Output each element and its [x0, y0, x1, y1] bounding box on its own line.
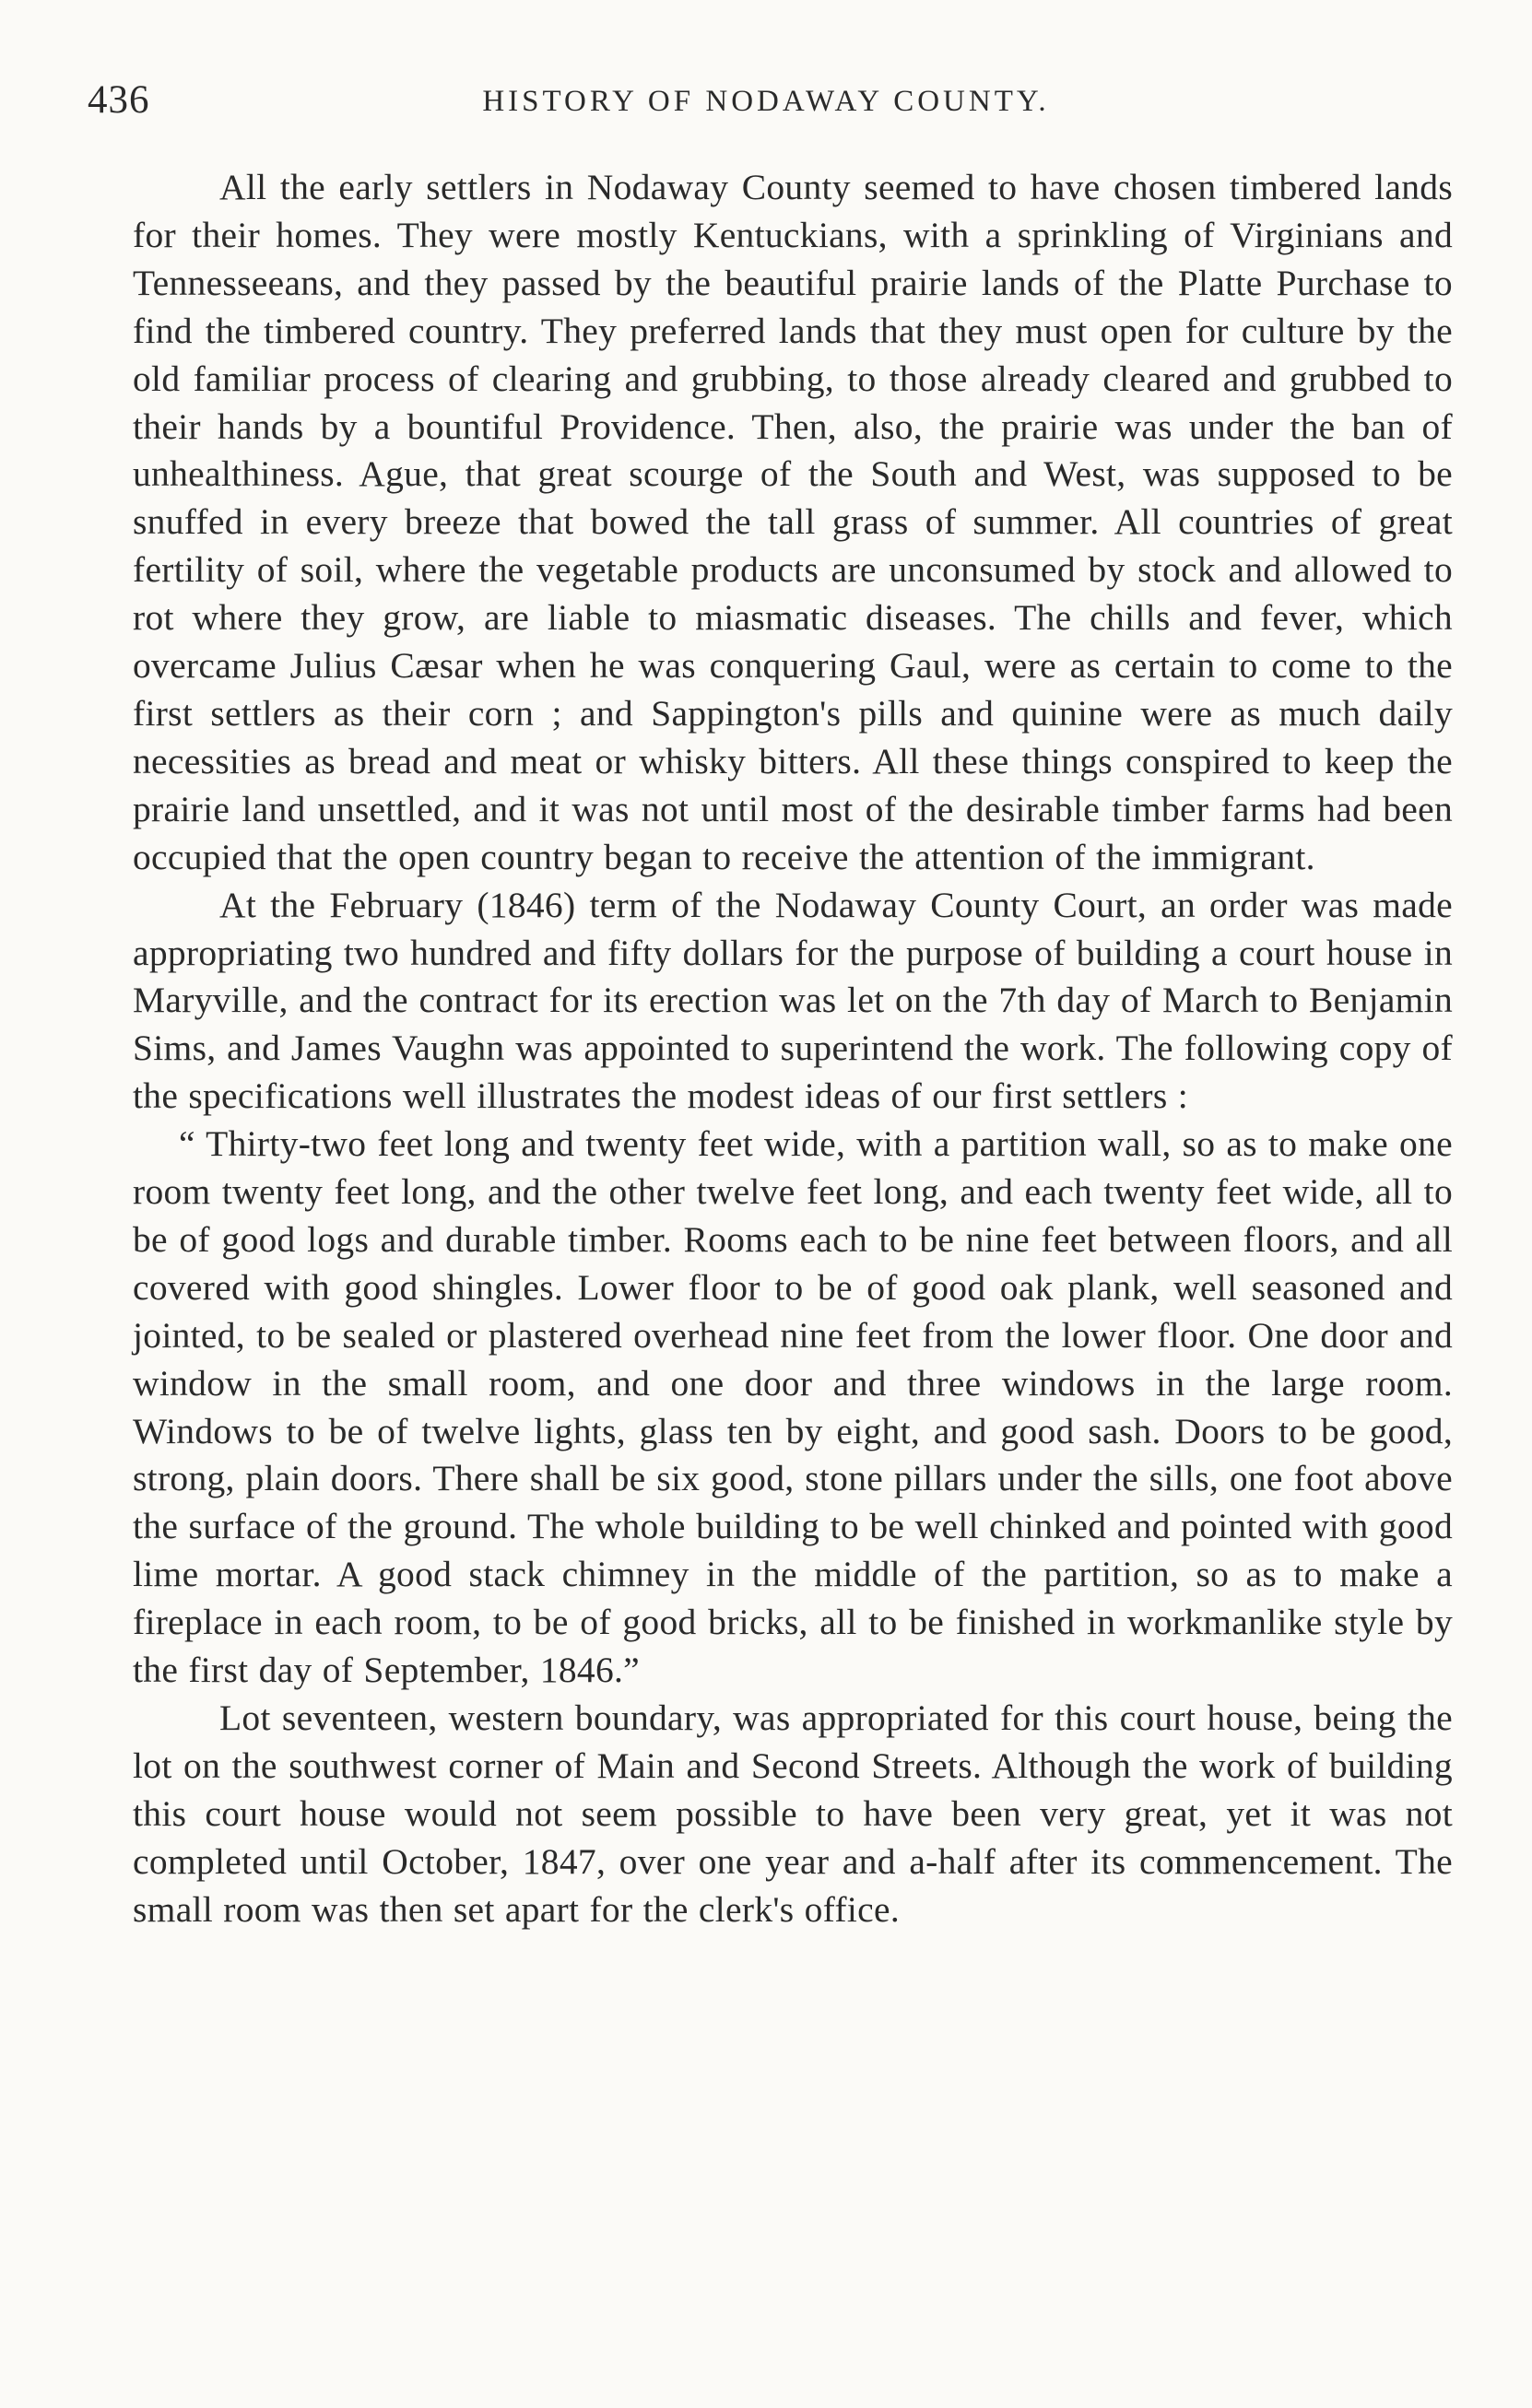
paragraph-court-order: At the February (1846) term of the Nodaway County Court, an order was made appropriating two hundred and fifty dollars for the purpose of building a court house in Maryville, and the contract for its erection was let on the 7th day of March to Benjamin Sims, and James Vaughn was appointed to superintend the work. The following copy of the specifications well illustrates the modest ideas of our first settlers :	[133, 884, 1453, 1117]
paragraph-specifications-quote: “ Thirty-two feet long and twenty feet wide, with a partition wall, so as to make one room twenty feet long, and the other twelve feet long, and each twenty feet wide, all to be of good logs and durable timber. Rooms each to be nine feet between floors, and all covered with good shingles. Lower floor to be of good oak plank, well seasoned and jointed, to be sealed or plastered overhead nine feet from the lower floor. One door and window in the small room, and one door and three windows in the large room. Windows to be of twelve lights, glass ten by eight, and good sash. Doors to be good, strong, plain doors. There shall be six good, stone pillars under the sills, one foot above the surface of the ground. The whole building to be well chinked and pointed with good lime mortar. A good stack chimney in the middle of the partition, so as to make a fireplace in each room, to be of good bricks, all to be finished in workmanlike style by the first day of September, 1846.”	[133, 1123, 1453, 1691]
running-title: HISTORY OF NODAWAY COUNTY.	[482, 85, 1050, 118]
page-number: 436	[88, 78, 150, 122]
paragraph-lot-seventeen: Lot seventeen, western boundary, was appropriated for this court house, being the lot on the southwest corner of Main and Second Streets. Although the work of building this court house would not seem possible to have been very great, yet it was not completed until October, 1847, over one year and a-half after its commencement. The small room was then set apart for the clerk's office.	[133, 1697, 1453, 1930]
paragraph-early-settlers: All the early settlers in Nodaway County seemed to have chosen timbered lands for their homes. They were mostly Kentuckians, with a sprinkling of Virginians and Tennesseeans, and they passed by the beautiful prairie lands of the Platte Purchase to find the timbered country. They preferred lands that they must open for culture by the old familiar process of clearing and grubbing, to those already cleared and grubbed to their hands by a bountiful Providence. Then, also, the prairie was under the ban of unhealthiness. Ague, that great scourge of the South and West, was supposed to be snuffed in every breeze that bowed the tall grass of summer. All countries of great fertility of soil, where the vegetable products are unconsumed by stock and allowed to rot where they grow, are liable to miasmatic diseases. The chills and fever, which overcame Julius Cæsar when he was conquering Gaul, were as certain to come to the first settlers as their corn ; and Sappington's pills and quinine were as much daily necessities as bread and meat or whisky bitters. All these things conspired to keep the prairie land unsettled, and it was not until most of the desirable timber farms had been occupied that the open country began to receive the attention of the immigrant.	[133, 167, 1453, 877]
page-body	[133, 164, 1453, 1934]
